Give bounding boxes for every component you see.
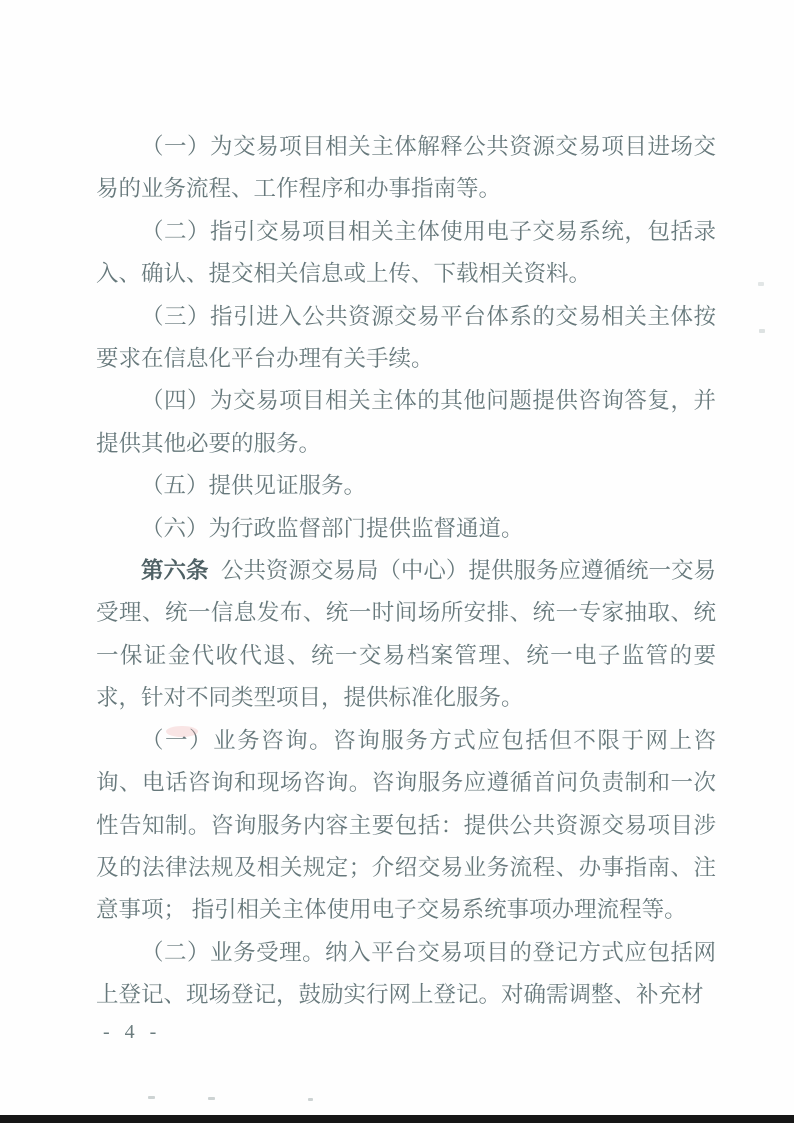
sub-item-2-business-acceptance: （二）业务受理。纳入平台交易项目的登记方式应包括网上登记、现场登记，鼓励实行网上登记。对确需调整、补充材	[96, 939, 716, 1008]
scan-edge-artifact	[0, 1115, 794, 1123]
article-6-paragraph	[96, 550, 716, 720]
scan-speck-artifact	[758, 282, 764, 286]
document-body	[96, 126, 716, 1017]
list-item-4: （四）为交易项目相关主体的其他问题提供咨询答复，并提供其他必要的服务。	[96, 388, 716, 456]
list-item-2: （二）指引交易项目相关主体使用电子交易系统，包括录入、确认、提交相关信息或上传、下载相关资料。	[96, 218, 716, 287]
list-item-3: （三）指引进入公共资源交易平台体系的交易相关主体按要求在信息化平台办理有关手续。	[96, 303, 716, 372]
pink-ink-scan-artifact	[166, 726, 198, 737]
article-number-label: 第六条	[141, 558, 209, 584]
page-number: - 4 -	[103, 1021, 162, 1043]
scan-speck-artifact	[759, 329, 765, 333]
scan-speck-artifact	[208, 1097, 215, 1100]
list-item-6: （六）为行政监督部门提供监督通道。	[141, 515, 524, 541]
scan-speck-artifact	[308, 1098, 313, 1101]
list-item-5: （五）提供见证服务。	[141, 473, 367, 499]
list-item-1: （一）为交易项目相关主体解释公共资源交易项目进场交易的业务流程、工作程序和办事指南等。	[96, 134, 716, 202]
sub-item-1-business-consulting: （一）业务咨询。咨询服务方式应包括但不限于网上咨询、电话咨询和现场咨询。咨询服务应遵循首问负责制和一次性告知制。咨询服务内容主要包括：提供公共资源交易项目涉及的法律法规及相关规定；介绍交易业务流程、办事指南、注意事项； 指引相关主体使用电子交易系统事项办理流程等。	[96, 727, 716, 923]
scan-speck-artifact	[148, 1096, 155, 1099]
article-6-text: 公共资源交易局（中心）提供服务应遵循统一交易受理、统一信息发布、统一时间场所安排、统一专家抽取、统一保证金代收代退、统一交易档案管理、统一电子监管的要求，针对不同类型项目，提供标准化服务。	[96, 558, 716, 711]
